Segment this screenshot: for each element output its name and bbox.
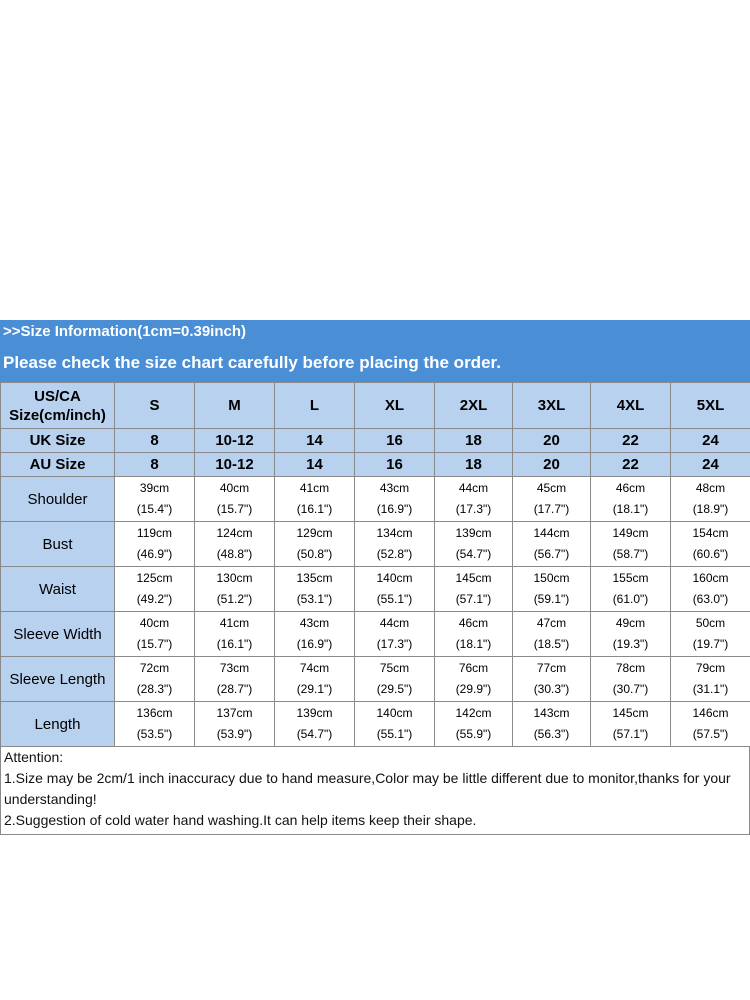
measurement-cell — [275, 522, 355, 567]
measurement-cm: 135cm — [296, 571, 333, 585]
measurement-cm: 45cm — [536, 481, 567, 495]
measurement-rows — [1, 477, 750, 747]
au-size-row — [1, 453, 750, 477]
measurement-cm: 150cm — [533, 571, 570, 585]
size-chart-instruction: Please check the size chart carefully before placing the order. — [0, 344, 750, 382]
measurement-cell — [275, 477, 355, 522]
size-header-label — [1, 383, 115, 429]
measurement-cell — [355, 567, 435, 612]
measurement-cm: 143cm — [533, 706, 570, 720]
measurement-cm: 75cm — [379, 661, 410, 675]
measurement-cm: 145cm — [612, 706, 649, 720]
size-table — [0, 382, 750, 747]
measurement-cm: 136cm — [136, 706, 173, 720]
au-size-label: AU Size — [1, 453, 115, 477]
measurement-cm: 40cm — [139, 616, 170, 630]
uk-size-row — [1, 429, 750, 453]
measurement-inch: (19.3") — [612, 637, 649, 651]
measurement-inch: (29.9") — [455, 682, 492, 696]
size-header-3xl: 3XL — [513, 383, 591, 429]
measurement-cm: 41cm — [219, 616, 250, 630]
measurement-cm: 142cm — [455, 706, 492, 720]
measurement-inch: (53.9") — [216, 727, 253, 741]
measurement-cm: 160cm — [692, 571, 729, 585]
measurement-cell — [435, 567, 513, 612]
measurement-cm: 137cm — [216, 706, 253, 720]
measurement-label: Sleeve Width — [1, 612, 115, 657]
measurement-inch: (48.8") — [216, 547, 253, 561]
measurement-cm: 72cm — [139, 661, 170, 675]
measurement-cm: 146cm — [692, 706, 729, 720]
size-info-title: >>Size Information(1cm=0.39inch) — [0, 320, 750, 344]
measurement-inch: (17.3") — [455, 502, 492, 516]
au-size-value: 20 — [513, 453, 591, 477]
measurement-cell — [513, 522, 591, 567]
uk-size-value: 14 — [275, 429, 355, 453]
uk-size-value: 16 — [355, 429, 435, 453]
measurement-cell — [195, 657, 275, 702]
measurement-cm: 76cm — [458, 661, 489, 675]
measurement-cm: 124cm — [216, 526, 253, 540]
measurement-cell — [435, 477, 513, 522]
measurement-inch: (18.1") — [612, 502, 649, 516]
measurement-cell — [435, 612, 513, 657]
measurement-inch: (16.1") — [296, 502, 333, 516]
measurement-row — [1, 522, 750, 567]
measurement-cell — [355, 477, 435, 522]
measurement-inch: (52.8") — [376, 547, 413, 561]
size-header-label-line1: US/CA — [34, 387, 81, 405]
measurement-label: Shoulder — [1, 477, 115, 522]
measurement-inch: (30.3") — [533, 682, 570, 696]
measurement-cm: 139cm — [296, 706, 333, 720]
measurement-cm: 73cm — [219, 661, 250, 675]
au-size-value: 22 — [591, 453, 671, 477]
measurement-cell — [671, 702, 750, 747]
measurement-cell — [671, 657, 750, 702]
measurement-cm: 78cm — [615, 661, 646, 675]
measurement-cm: 145cm — [455, 571, 492, 585]
attention-note-2: 2.Suggestion of cold water hand washing.It can help items keep their shape. — [4, 812, 477, 828]
measurement-cell — [115, 612, 195, 657]
measurement-cm: 119cm — [136, 526, 173, 540]
measurement-cell — [671, 567, 750, 612]
measurement-inch: (55.1") — [376, 592, 413, 606]
measurement-inch: (57.1") — [455, 592, 492, 606]
measurement-cm: 154cm — [692, 526, 729, 540]
measurement-cell — [591, 657, 671, 702]
measurement-cell — [435, 657, 513, 702]
size-header-m: M — [195, 383, 275, 429]
measurement-cm: 144cm — [533, 526, 570, 540]
measurement-cell — [513, 657, 591, 702]
measurement-inch: (29.1") — [296, 682, 333, 696]
measurement-inch: (28.3") — [136, 682, 173, 696]
measurement-inch: (18.9") — [692, 502, 729, 516]
measurement-cell — [355, 657, 435, 702]
measurement-cell — [513, 567, 591, 612]
measurement-inch: (18.1") — [455, 637, 492, 651]
measurement-inch: (15.7") — [136, 637, 173, 651]
measurement-cell — [355, 702, 435, 747]
measurement-cell — [275, 612, 355, 657]
measurement-inch: (30.7") — [612, 682, 649, 696]
measurement-cm: 79cm — [695, 661, 726, 675]
measurement-cell — [195, 567, 275, 612]
measurement-row — [1, 567, 750, 612]
uk-size-value: 22 — [591, 429, 671, 453]
measurement-inch: (61.0") — [612, 592, 649, 606]
measurement-row — [1, 477, 750, 522]
measurement-cell — [591, 612, 671, 657]
measurement-inch: (55.1") — [376, 727, 413, 741]
measurement-row — [1, 612, 750, 657]
measurement-inch: (31.1") — [692, 682, 729, 696]
au-size-value: 24 — [671, 453, 750, 477]
measurement-row — [1, 657, 750, 702]
measurement-cm: 39cm — [139, 481, 170, 495]
measurement-label: Length — [1, 702, 115, 747]
measurement-cm: 40cm — [219, 481, 250, 495]
measurement-inch: (59.1") — [533, 592, 570, 606]
measurement-inch: (63.0") — [692, 592, 729, 606]
measurement-cell — [513, 477, 591, 522]
measurement-cell — [513, 612, 591, 657]
measurement-cm: 46cm — [615, 481, 646, 495]
measurement-cell — [275, 702, 355, 747]
measurement-cm: 43cm — [299, 616, 330, 630]
measurement-label: Bust — [1, 522, 115, 567]
measurement-cell — [591, 702, 671, 747]
measurement-cell — [115, 657, 195, 702]
measurement-label: Waist — [1, 567, 115, 612]
size-header-row — [1, 383, 750, 429]
measurement-inch: (54.7") — [296, 727, 333, 741]
measurement-cm: 130cm — [216, 571, 253, 585]
au-size-value: 18 — [435, 453, 513, 477]
measurement-cell — [591, 522, 671, 567]
measurement-cm: 74cm — [299, 661, 330, 675]
uk-size-value: 8 — [115, 429, 195, 453]
measurement-cm: 155cm — [612, 571, 649, 585]
measurement-cm: 49cm — [615, 616, 646, 630]
measurement-inch: (19.7") — [692, 637, 729, 651]
au-size-value: 10-12 — [195, 453, 275, 477]
attention-heading: Attention: — [4, 749, 64, 765]
measurement-row — [1, 702, 750, 747]
measurement-cm: 139cm — [455, 526, 492, 540]
measurement-cell — [195, 477, 275, 522]
measurement-cell — [435, 522, 513, 567]
measurement-cell — [195, 522, 275, 567]
measurement-cell — [115, 567, 195, 612]
measurement-cm: 41cm — [299, 481, 330, 495]
measurement-label: Sleeve Length — [1, 657, 115, 702]
measurement-cell — [513, 702, 591, 747]
measurement-inch: (16.9") — [296, 637, 333, 651]
measurement-cell — [115, 477, 195, 522]
measurement-cell — [115, 522, 195, 567]
measurement-inch: (29.5") — [376, 682, 413, 696]
measurement-inch: (17.3") — [376, 637, 413, 651]
measurement-cell — [115, 702, 195, 747]
measurement-cell — [275, 657, 355, 702]
measurement-cm: 125cm — [136, 571, 173, 585]
measurement-inch: (54.7") — [455, 547, 492, 561]
measurement-inch: (53.5") — [136, 727, 173, 741]
measurement-inch: (16.1") — [216, 637, 253, 651]
measurement-inch: (55.9") — [455, 727, 492, 741]
measurement-inch: (50.8") — [296, 547, 333, 561]
measurement-cell — [671, 477, 750, 522]
measurement-cell — [195, 612, 275, 657]
measurement-inch: (15.7") — [216, 502, 253, 516]
measurement-inch: (51.2") — [216, 592, 253, 606]
measurement-inch: (15.4") — [136, 502, 173, 516]
measurement-inch: (18.5") — [533, 637, 570, 651]
size-header-label-line2: Size(cm/inch) — [9, 406, 106, 424]
measurement-cm: 129cm — [296, 526, 333, 540]
measurement-inch: (58.7") — [612, 547, 649, 561]
uk-size-value: 18 — [435, 429, 513, 453]
measurement-inch: (17.7") — [533, 502, 570, 516]
uk-size-value: 10-12 — [195, 429, 275, 453]
size-chart — [0, 320, 750, 835]
measurement-cell — [355, 522, 435, 567]
au-size-value: 14 — [275, 453, 355, 477]
measurement-cm: 43cm — [379, 481, 410, 495]
uk-size-label: UK Size — [1, 429, 115, 453]
measurement-cm: 44cm — [458, 481, 489, 495]
measurement-inch: (57.1") — [612, 727, 649, 741]
measurement-cm: 44cm — [379, 616, 410, 630]
au-size-value: 16 — [355, 453, 435, 477]
size-header-xl: XL — [355, 383, 435, 429]
measurement-cell — [195, 702, 275, 747]
measurement-cell — [671, 612, 750, 657]
measurement-cm: 46cm — [458, 616, 489, 630]
measurement-inch: (53.1") — [296, 592, 333, 606]
measurement-cell — [591, 567, 671, 612]
measurement-cm: 149cm — [612, 526, 649, 540]
attention-notes — [0, 747, 750, 835]
measurement-cell — [591, 477, 671, 522]
measurement-cell — [355, 612, 435, 657]
measurement-cell — [275, 567, 355, 612]
size-header-2xl: 2XL — [435, 383, 513, 429]
uk-size-value: 20 — [513, 429, 591, 453]
size-header-4xl: 4XL — [591, 383, 671, 429]
measurement-inch: (49.2") — [136, 592, 173, 606]
measurement-inch: (57.5") — [692, 727, 729, 741]
measurement-cm: 140cm — [376, 706, 413, 720]
attention-note-1: 1.Size may be 2cm/1 inch inaccuracy due to hand measure,Color may be little different due to monitor,thanks for your understanding! — [4, 770, 731, 807]
measurement-cm: 47cm — [536, 616, 567, 630]
uk-size-value: 24 — [671, 429, 750, 453]
measurement-cm: 77cm — [536, 661, 567, 675]
measurement-inch: (60.6") — [692, 547, 729, 561]
size-header-l: L — [275, 383, 355, 429]
measurement-cm: 140cm — [376, 571, 413, 585]
measurement-inch: (56.3") — [533, 727, 570, 741]
measurement-inch: (16.9") — [376, 502, 413, 516]
measurement-inch: (46.9") — [136, 547, 173, 561]
measurement-cm: 48cm — [695, 481, 726, 495]
measurement-cm: 50cm — [695, 616, 726, 630]
measurement-cm: 134cm — [376, 526, 413, 540]
measurement-inch: (28.7") — [216, 682, 253, 696]
measurement-inch: (56.7") — [533, 547, 570, 561]
size-header-5xl: 5XL — [671, 383, 750, 429]
measurement-cell — [671, 522, 750, 567]
measurement-cell — [435, 702, 513, 747]
au-size-value: 8 — [115, 453, 195, 477]
size-header-s: S — [115, 383, 195, 429]
